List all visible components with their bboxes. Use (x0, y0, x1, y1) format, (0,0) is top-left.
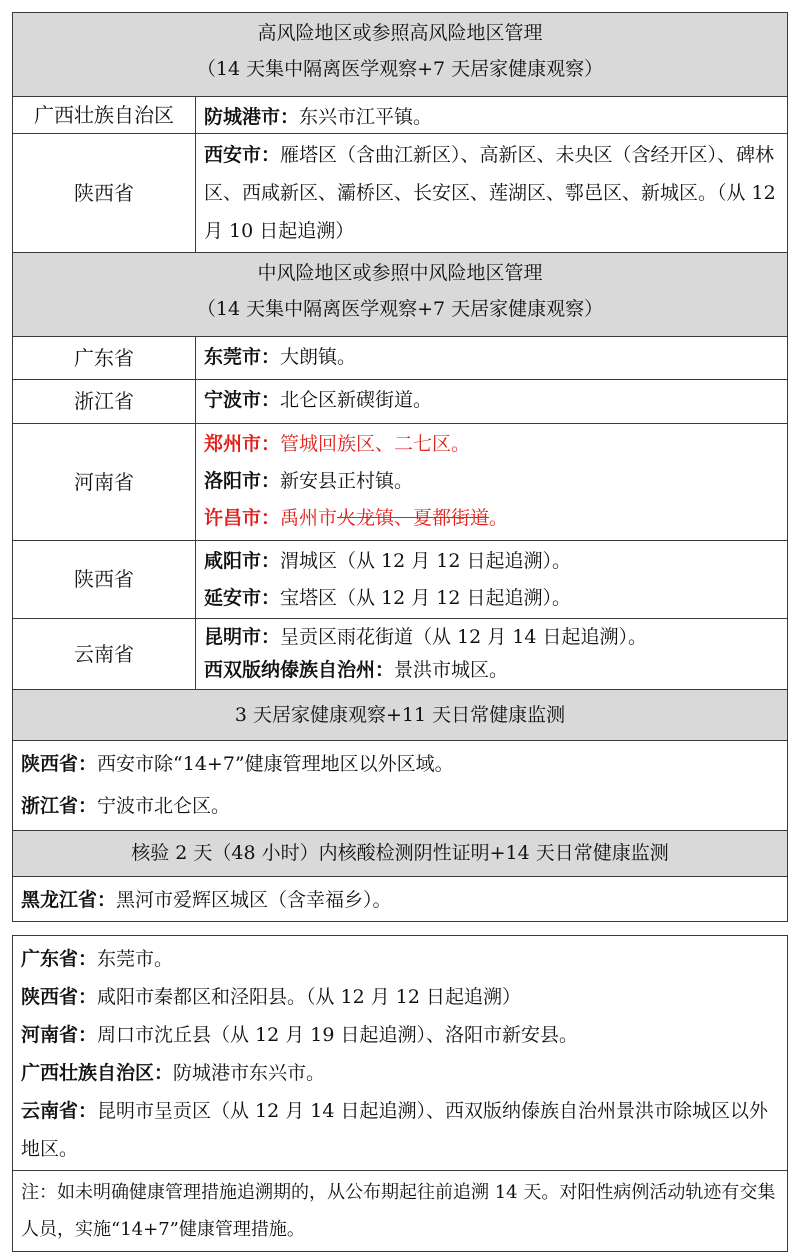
note-text: 注：如未明确健康管理措施追溯期的，从公布期起往前追溯 14 天。对阳性病例活动轨迹有交集人员，实施“14+7”健康管理措施。 (21, 1182, 776, 1240)
mid-row4-content (195, 540, 788, 619)
mid-risk-subtitle: （14 天集中隔离医学观察+7 天居家健康观察） (196, 298, 604, 320)
area-text: 管城回族区、二七区。 (280, 433, 471, 455)
mid-risk-header (12, 252, 788, 337)
high-row2-content (195, 133, 788, 253)
area-text: 新安县正村镇。 (280, 470, 414, 492)
struck-area-text: 火龙镇、夏都街道 (337, 507, 490, 529)
province-label: 云南省： (21, 1100, 98, 1122)
mid-row2-content (195, 379, 788, 424)
city-label: 东莞市： (204, 346, 281, 368)
province-label: 浙江省 (74, 389, 134, 413)
province-label: 黑龙江省： (21, 889, 117, 911)
mid-row3-content (195, 423, 788, 541)
province-label: 河南省 (74, 469, 134, 494)
province-label: 陕西省： (21, 986, 98, 1008)
mid-risk-title: 中风险地区或参照中风险地区管理 (257, 262, 543, 284)
area-text: 咸阳市秦都区和泾阳县。（从 12 月 12 日起追溯） (97, 986, 522, 1008)
city-label: 西双版纳傣族自治州： (204, 659, 395, 681)
high-risk-title: 高风险地区或参照高风险地区管理 (257, 22, 543, 44)
high-row1-content (195, 96, 788, 134)
city-label: 郑州市： (204, 433, 281, 455)
province-label: 陕西省： (21, 753, 98, 775)
city-label: 防城港市： (204, 106, 300, 128)
city-label: 宁波市： (204, 389, 281, 411)
area-text: 雁塔区（含曲江新区）、高新区、未央区（含经开区）、碑林区、西咸新区、灞桥区、长安区、莲湖区、鄠邑区、新城区。（从 12 月 10 日起追溯） (204, 144, 776, 242)
mid-row1-province (12, 336, 196, 380)
province-label: 广东省 (74, 345, 134, 370)
province-label: 浙江省： (21, 795, 98, 817)
nat-test-header (12, 830, 788, 877)
city-label: 西安市： (204, 144, 281, 166)
city-label: 洛阳市： (204, 470, 281, 492)
province-label: 云南省 (74, 641, 134, 666)
area-text: 景洪市城区。 (394, 659, 509, 681)
area-text-end: 。 (489, 507, 509, 529)
note-box (12, 1170, 788, 1252)
mid-row1-content (195, 336, 788, 380)
nat-test-content (12, 876, 788, 922)
province-label: 广东省： (21, 948, 98, 970)
area-text: 禹州市 (280, 507, 338, 529)
mid-row2-province (12, 379, 196, 424)
city-label: 许昌市： (204, 507, 281, 529)
mid-row5-content (195, 618, 788, 690)
city-label: 延安市： (204, 587, 281, 609)
area-text: 昆明市呈贡区（从 12 月 14 日起追溯）、西双版纳傣族自治州景洪市除城区以外地区。 (21, 1100, 769, 1160)
area-text: 呈贡区雨花街道（从 12 月 14 日起追溯）。 (280, 626, 648, 648)
area-text: 渭城区（从 12 月 12 日起追溯）。 (280, 550, 572, 572)
area-text: 黑河市爱辉区城区（含幸福乡）。 (116, 889, 392, 911)
home-obs-title: 3 天居家健康观察+11 天日常健康监测 (234, 704, 566, 726)
mid-row5-province (12, 618, 196, 690)
mid-row3-province (12, 423, 196, 541)
province-label: 广西壮族自治区： (21, 1062, 174, 1084)
province-label: 陕西省 (74, 567, 134, 591)
area-text: 周口市沈丘县（从 12 月 19 日起追溯）、洛阳市新安县。 (97, 1024, 579, 1046)
area-text: 东兴市江平镇。 (299, 106, 433, 128)
city-label: 咸阳市： (204, 550, 281, 572)
province-label: 广西壮族自治区 (34, 102, 174, 127)
high-row2-province (12, 133, 196, 253)
city-label: 昆明市： (204, 626, 281, 648)
province-label: 河南省： (21, 1024, 98, 1046)
mid-row4-province (12, 540, 196, 619)
home-obs-header (12, 689, 788, 741)
area-text: 防城港市东兴市。 (173, 1062, 326, 1084)
province-label: 陕西省 (74, 180, 134, 205)
other-areas-box (12, 935, 788, 1171)
high-risk-subtitle: （14 天集中隔离医学观察+7 天居家健康观察） (196, 58, 604, 80)
area-text: 北仑区新碶街道。 (280, 389, 433, 411)
area-text: 宁波市北仑区。 (97, 795, 231, 817)
high-row1-province (12, 96, 196, 134)
area-text: 大朗镇。 (280, 346, 357, 368)
area-text: 西安市除“14+7”健康管理地区以外区域。 (97, 753, 454, 775)
nat-test-title: 核验 2 天（48 小时）内核酸检测阴性证明+14 天日常健康监测 (131, 842, 669, 864)
home-obs-content (12, 740, 788, 831)
area-text: 东莞市。 (97, 948, 174, 970)
area-text: 宝塔区（从 12 月 12 日起追溯）。 (280, 587, 572, 609)
high-risk-header (12, 12, 788, 97)
